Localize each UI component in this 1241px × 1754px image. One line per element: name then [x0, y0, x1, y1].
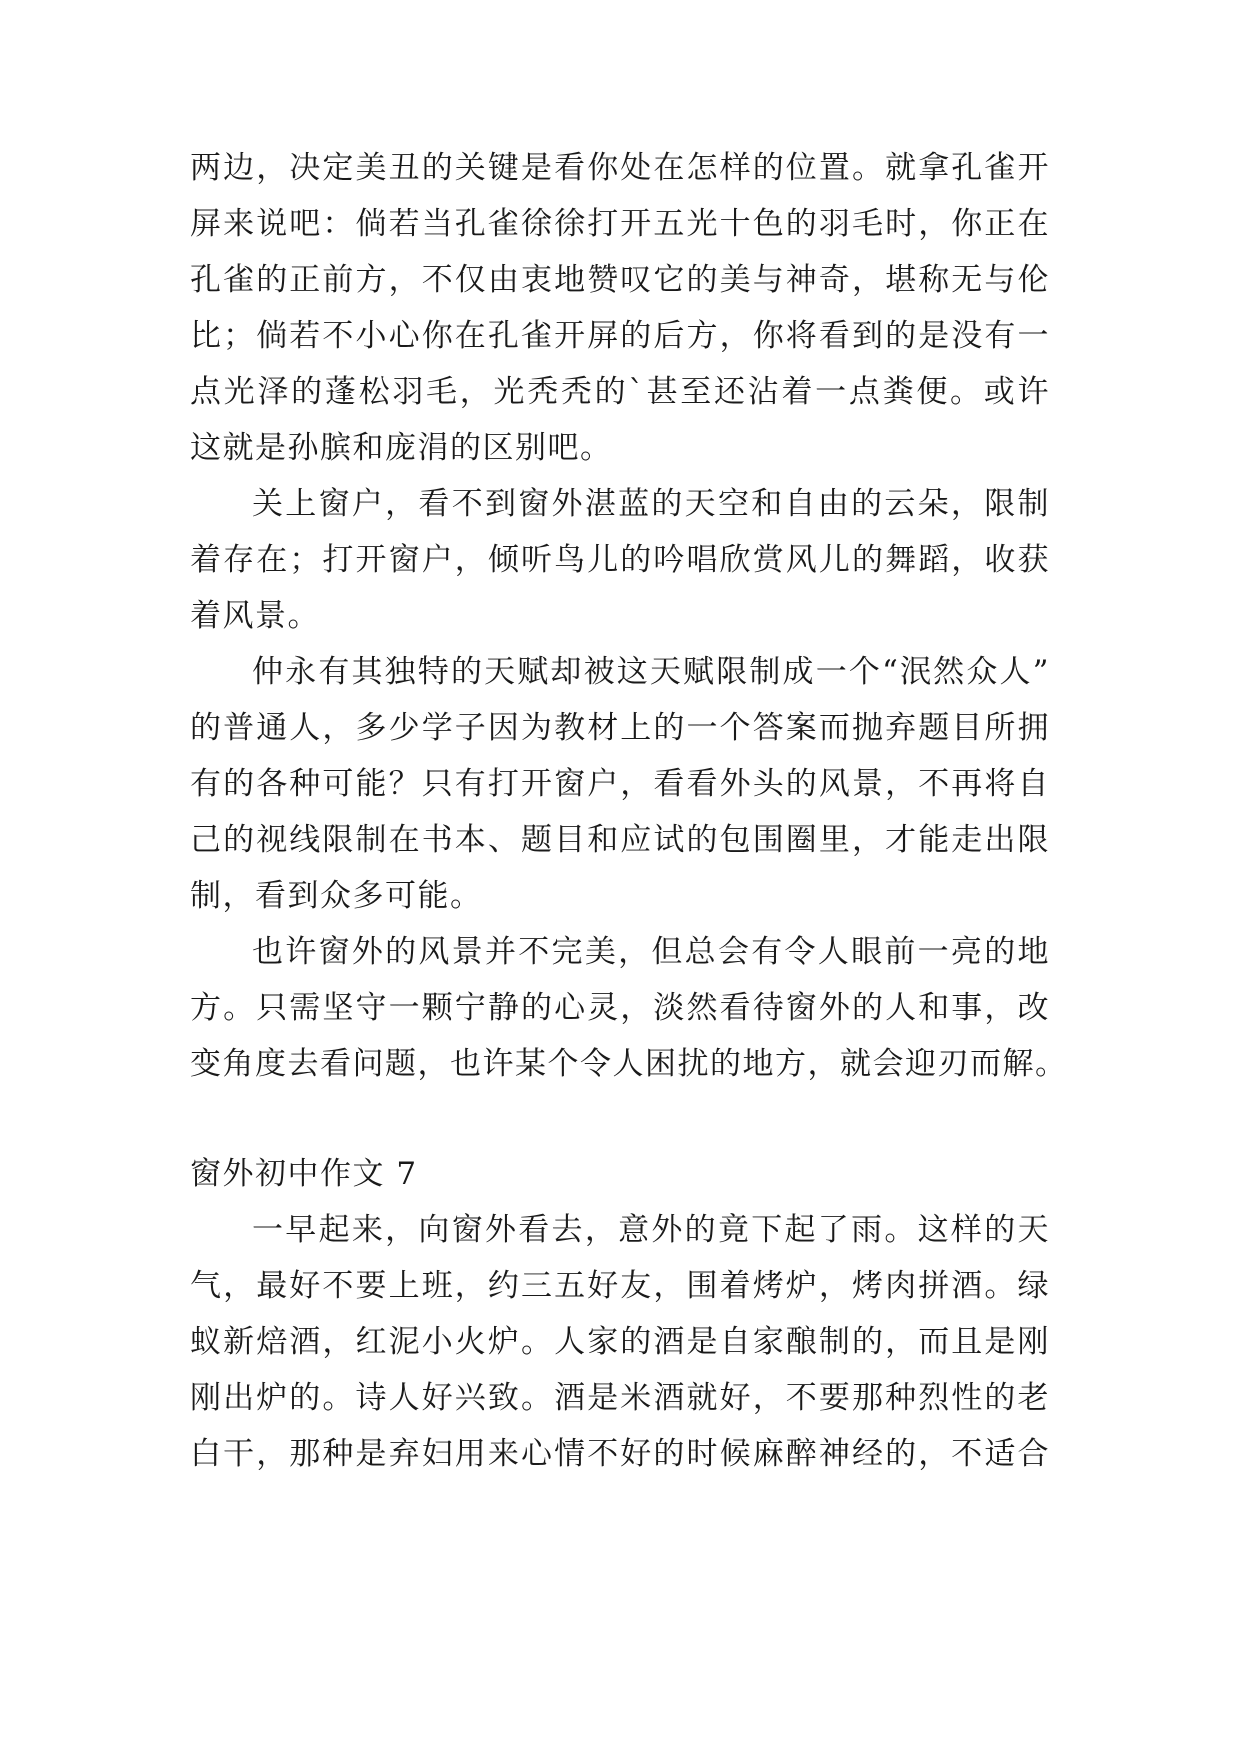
- text-line: 仲永有其独特的天赋却被这天赋限制成一个“泯然众人”: [252, 654, 1050, 690]
- text-line: 的普通人，多少学子因为教材上的一个答案而抛弃题目所拥: [190, 710, 1050, 746]
- text-line: 方。只需坚守一颗宁静的心灵，淡然看待窗外的人和事，改: [190, 990, 1050, 1026]
- text-line: 比；倘若不小心你在孔雀开屏的后方，你将看到的是没有一: [190, 318, 1050, 354]
- text-line: 屏来说吧：倘若当孔雀徐徐打开五光十色的羽毛时，你正在: [190, 206, 1050, 242]
- paragraph-3: [190, 644, 1050, 924]
- section-heading: 窗外初中作文 7: [190, 1156, 418, 1192]
- document-page: [190, 140, 1068, 1482]
- paragraph-2: [190, 476, 1050, 644]
- text-line: 孔雀的正前方，不仅由衷地赞叹它的美与神奇，堪称无与伦: [190, 262, 1050, 298]
- text-line: 也许窗外的风景并不完美，但总会有令人眼前一亮的地: [252, 934, 1050, 970]
- text-line: 关上窗户，看不到窗外湛蓝的天空和自由的云朵，限制: [252, 486, 1050, 522]
- text-line: 两边，决定美丑的关键是看你处在怎样的位置。就拿孔雀开: [190, 150, 1050, 186]
- text-line: 己的视线限制在书本、题目和应试的包围圈里，才能走出限: [190, 822, 1050, 858]
- text-line: 蚁新焙酒，红泥小火炉。人家的酒是自家酿制的，而且是刚: [190, 1324, 1050, 1360]
- paragraph-1: [190, 140, 1050, 476]
- text-line: 这就是孙膑和庞涓的区别吧。: [190, 430, 613, 466]
- text-line: 有的各种可能？只有打开窗户，看看外头的风景，不再将自: [190, 766, 1050, 802]
- text-line: 白干，那种是弃妇用来心情不好的时候麻醉神经的，不适合: [190, 1436, 1050, 1472]
- text-line: 变角度去看问题，也许某个令人困扰的地方，就会迎刃而解。: [190, 1046, 1068, 1082]
- text-line: 点光泽的蓬松羽毛，光秃秃的`甚至还沾着一点粪便。或许: [190, 374, 1050, 410]
- text-line: 着风景。: [190, 598, 320, 634]
- text-line: 气，最好不要上班，约三五好友，围着烤炉，烤肉拼酒。绿: [190, 1268, 1050, 1304]
- text-line: 刚出炉的。诗人好兴致。酒是米酒就好，不要那种烈性的老: [190, 1380, 1050, 1416]
- text-line: 制，看到众多可能。: [190, 878, 483, 914]
- paragraph-5: [190, 1202, 1050, 1482]
- text-line: 一早起来，向窗外看去，意外的竟下起了雨。这样的天: [252, 1212, 1050, 1248]
- text-line: 着存在；打开窗户，倾听鸟儿的吟唱欣赏风儿的舞蹈，收获: [190, 542, 1050, 578]
- paragraph-4: [190, 924, 1068, 1092]
- section-gap: [190, 1092, 1050, 1146]
